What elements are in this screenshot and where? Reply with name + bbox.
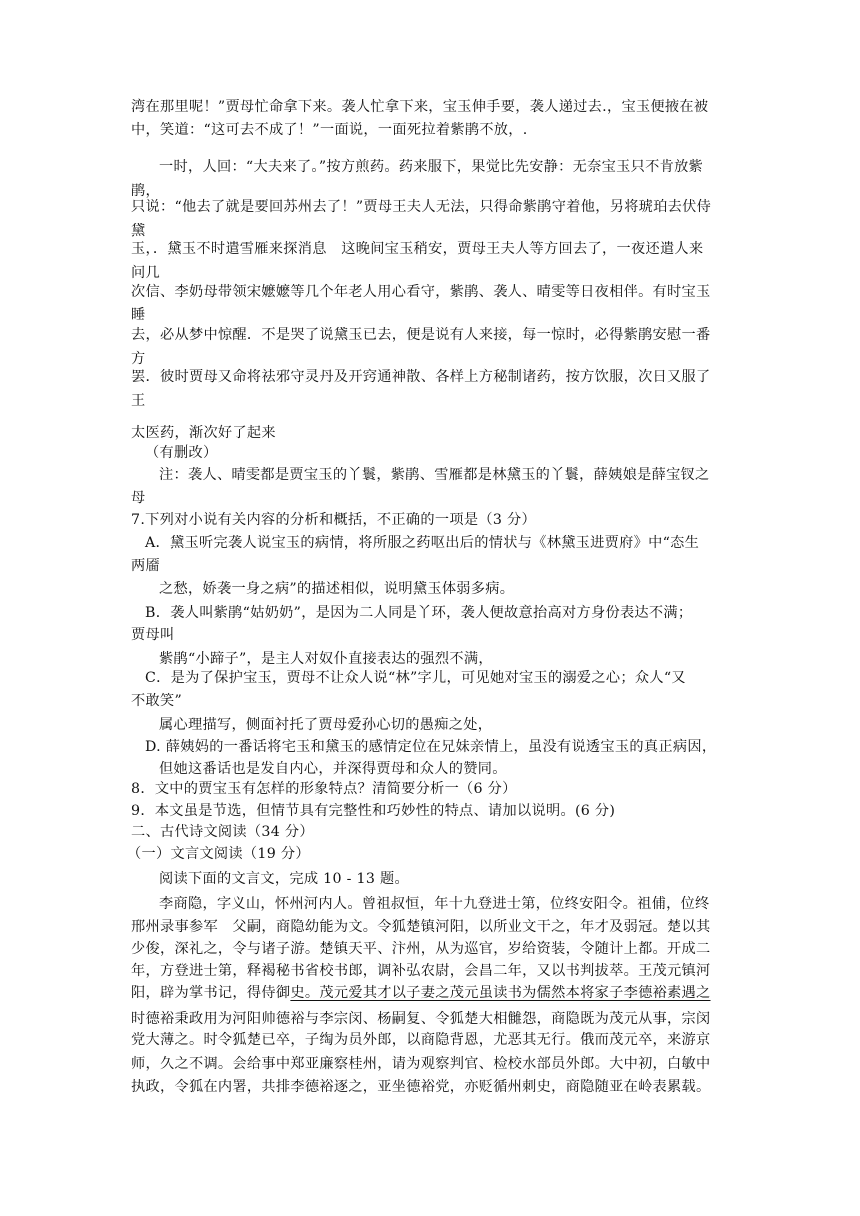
text-line: 党大薄之。时令狐楚已卒，子绹为员外郎，以商隐背恩，尤恶其无行。俄而茂元卒，来游京	[131, 1032, 711, 1048]
text-line: 少俊，深礼之，令与诸子游。楚镇天平、汴州，从为巡官，岁给资装，令随计上都。开成二	[131, 941, 711, 957]
text-line: A．黛玉听完袭人说宝玉的病情，将所服之药呕出后的情状与《林黛玉进贾府》中“态生	[145, 535, 700, 551]
text-line: 方	[131, 351, 146, 367]
text-line: 黛	[131, 223, 146, 239]
text-line: 去，必从梦中惊醒．不是哭了说黛玉已去，便是说有人来接，每一惊时，必得紫鹃安慰一番	[131, 327, 711, 343]
underlined-phrase: 史。茂元爱其才以子妻之茂元虽读书为儒然本将家子李德裕素遇之	[290, 985, 711, 1001]
text-line: 二、古代诗文阅读（34 分）	[131, 824, 314, 840]
text-line: 时德裕秉政用为河阳帅德裕与李宗闵、杨嗣复、令狐楚大相雠怨，商隐既为茂元从事，宗闵	[131, 1011, 711, 1027]
text-line: 属心理描写，侧面衬托了贾母爱孙心切的愚痴之处，	[159, 717, 493, 733]
text-line: 阅读下面的文言文，完成 10 - 13 题。	[159, 871, 409, 887]
text-line: 李商隐，字义山，怀州河内人。曾祖叔恒，年十九登进士第，位终安阳令。祖俌，位终	[159, 896, 710, 912]
text-line: 次信、李奶母带领宋嬷嬷等几个年老人用心看守，紫鹃、袭人、晴雯等日夜相伴。有时宝玉	[131, 284, 711, 300]
text-line: 鹃，	[131, 183, 160, 199]
text-line: 之愁，娇袭一身之病”的描述相似，说明黛玉体弱多病。	[159, 581, 515, 597]
text-line: B．袭人叫紫鹃“姑奶奶”，是因为二人同是丫环，袭人便故意抬高对方身份表达不满；	[145, 605, 693, 621]
text-line: 但她这番话也是发自内心，并深得贾母和众人的赞同。	[159, 761, 507, 777]
text-line: （有删改）	[145, 445, 218, 461]
text-line: 不敢笑”	[131, 693, 183, 709]
text-line: 睡	[131, 307, 146, 323]
text-line: 贾母叫	[131, 627, 175, 643]
text-line: C．是为了保护宝玉，贾母不让众人说“林”字儿，可见她对宝玉的溺爱之心；众人“又	[145, 670, 686, 686]
text-line: 邢州录事参军 父嗣，商隐幼能为文。令狐楚镇河阳，以所业文干之，年才及弱冠。楚以其	[131, 919, 711, 935]
text-line: 王	[131, 393, 146, 409]
text-line: 玉，．黛玉不时遣雪雁来探消息 这晚间宝玉稍安，贾母王夫人等方回去了，一夜还遣人来	[131, 241, 704, 257]
text-line: 罢．彼时贾母又命将祛邪守灵丹及开窍通神散、各样上方秘制诸药，按方饮服，次日又服了	[131, 369, 711, 385]
text-line: D. 薛姨妈的一番话将宅玉和黛玉的感情定位在兄妹亲情上，虽没有说透宝玉的真正病因，	[145, 739, 717, 755]
text-line: 太医药，渐次好了起来	[131, 425, 276, 441]
text-line: 师，久之不调。会给事中郑亚廉察桂州，请为观察判官、检校水部员外郎。大中初，白敏中	[131, 1056, 711, 1072]
text-line: 8．文中的贾宝玉有怎样的形象特点？清简要分析一（6 分）	[131, 781, 517, 797]
text-line: 两靥	[131, 558, 160, 574]
text-line: 一时，人回：“大夫来了。”按方煎药。药来服下，果觉比先安静：无奈宝玉只不肯放紫	[159, 159, 704, 175]
text-line: 母	[131, 490, 146, 506]
text-line: 7.下列对小说有关内容的分析和概括，不正确的一项是（3 分）	[131, 512, 536, 528]
text-line: 紫鹃“小蹄子”，是主人对奴仆直接表达的强烈不满，	[159, 651, 493, 667]
text-line: 问几	[131, 265, 160, 281]
text-line: 注：袭人、晴雯都是贾宝玉的丫鬟，紫鹃、雪雁都是林黛玉的丫鬟，薛姨娘是薛宝钗之	[159, 467, 710, 483]
text-line: 湾在那里呢！”贾母忙命拿下来。袭人忙拿下来，宝玉伸手要，袭人递过去.，宝玉便掖在被	[131, 99, 709, 115]
text-line: 9．本文虽是节选，但情节具有完整性和巧妙性的特点、请加以说明。(6 分)	[131, 803, 616, 819]
text-line: 执政，令狐在内署，共排李德裕逐之，亚坐德裕党，亦贬循州刺史，商隐随亚在岭表累载。	[131, 1079, 711, 1095]
text-line: 中，笑道：“这可去不成了！”一面说，一面死拉着紫鹃不放，.	[131, 122, 528, 138]
text-line: 只说：“他去了就是要回苏州去了！”贾母王夫人无法，只得命紫鹃守着他，另将琥珀去伏侍	[131, 199, 712, 215]
text-line: 年，方登进士第，释褐秘书省校书郎，调补弘农尉，会昌二年，又以书判拔萃。王茂元镇河	[131, 963, 711, 979]
text-line: 阳，辟为掌书记，得侍御史。茂元爱其才以子妻之茂元虽读书为儒然本将家子李德裕素遇之	[131, 985, 711, 1001]
text-line: （一）文言文阅读（19 分）	[127, 846, 310, 862]
